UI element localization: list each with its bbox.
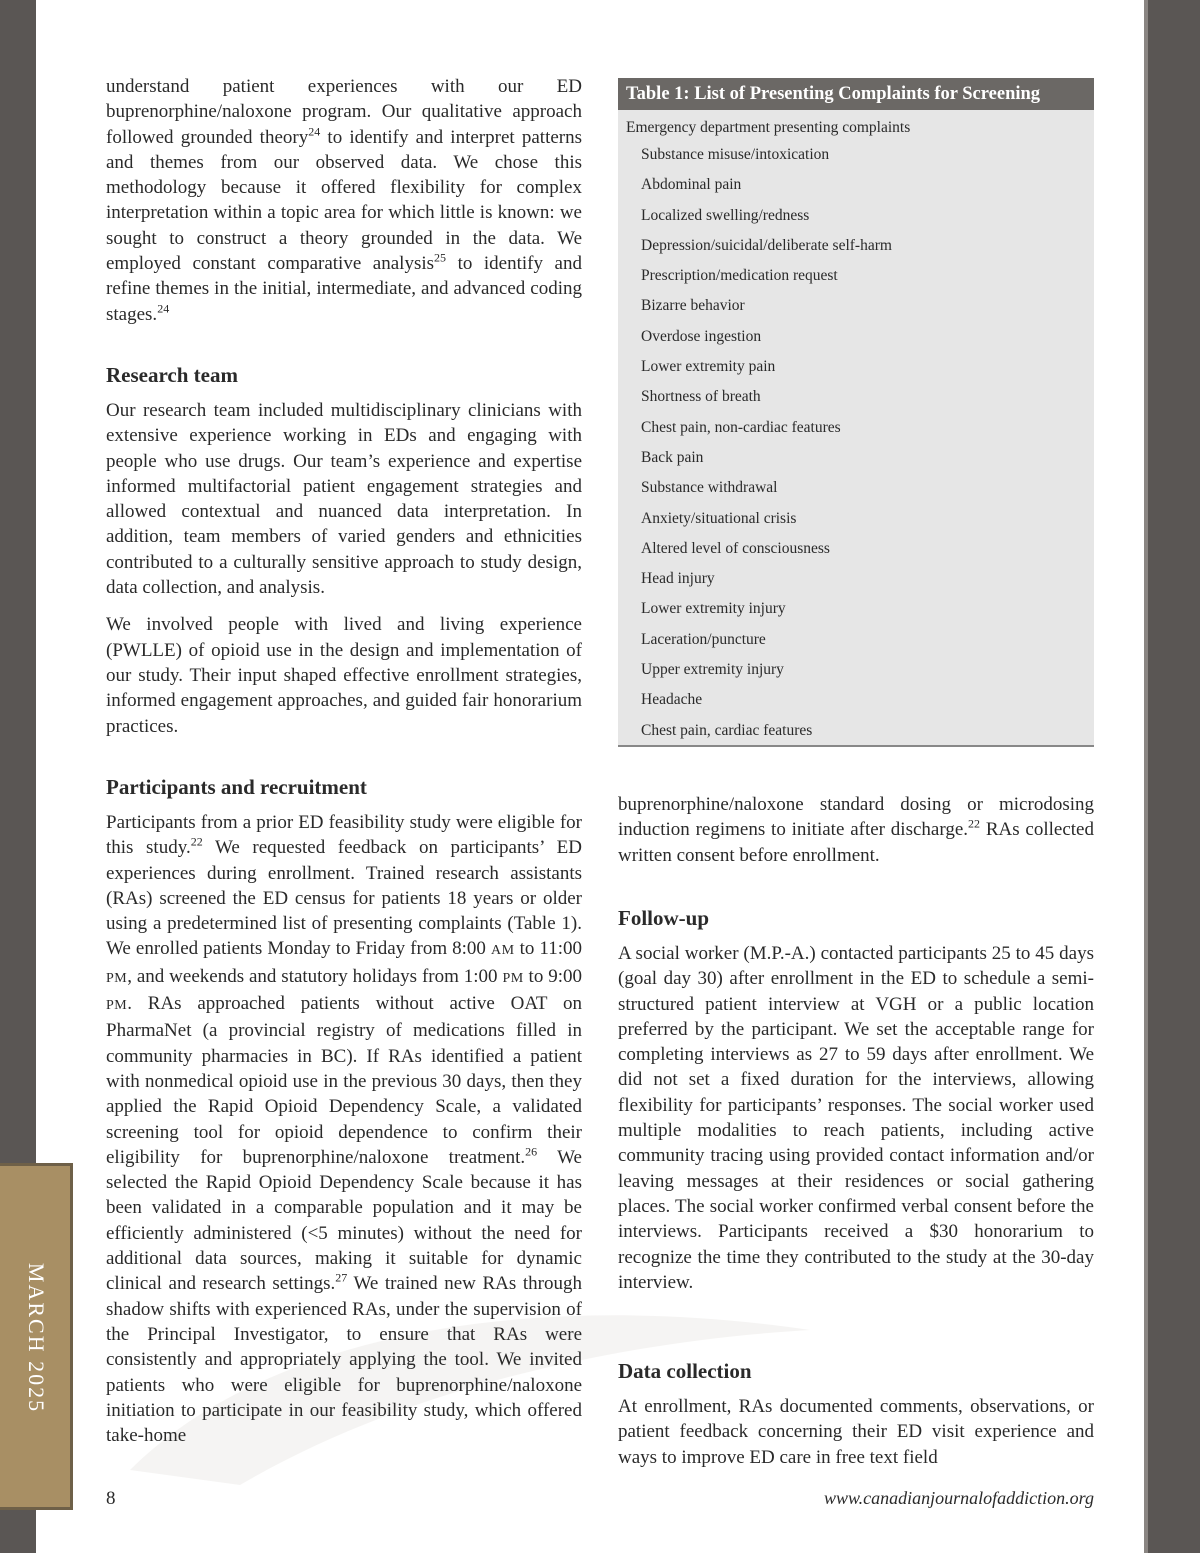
left-column-top bbox=[106, 74, 582, 339]
table-row: Upper extremity injury bbox=[641, 661, 784, 679]
table-row: Chest pain, cardiac features bbox=[641, 721, 813, 739]
table-row: Anxiety/situational crisis bbox=[641, 509, 797, 527]
paragraph-methodology: understand patient experiences with our ED buprenorphine/naloxone program. Our qualitative approach followed grounded theory$^{24}$ to identify and interpret patterns and themes from our observed data. We chose this methodology because it offered flexibility for complex interpretation within a topic area for which little is known: we sought to construct a theory grounded in the data. We employed constant comparative analysis$^{25}$ to identify and refine themes in the initial, intermediate, and advanced coding stages.$^{24}$ bbox=[106, 76, 583, 325]
journal-url[interactable]: www.canadianjournalofaddiction.org bbox=[823, 1488, 1094, 1508]
table-row: Shortness of breath bbox=[641, 388, 761, 406]
page-number: 8 bbox=[106, 1488, 116, 1509]
table-row: Altered level of consciousness bbox=[641, 539, 830, 557]
heading-data-collection: Data collection bbox=[618, 1359, 752, 1383]
table-row: Headache bbox=[641, 691, 703, 709]
table-row: Bizarre behavior bbox=[641, 297, 745, 315]
heading-research-team: Research team bbox=[106, 363, 238, 387]
left-column-research-team bbox=[106, 362, 582, 751]
right-column-data-collection bbox=[618, 1358, 1094, 1482]
table-row: Overdose ingestion bbox=[641, 327, 762, 345]
table-row: Abdominal pain bbox=[641, 176, 742, 194]
table-row: Chest pain, non-cardiac features bbox=[641, 418, 841, 436]
right-margin-stripe bbox=[1144, 0, 1148, 1553]
paragraph-consent: buprenorphine/naloxone standard dosing or microdosing induction regimens to initiate after discharge.$^{22}$ RAs collected written consent before enrollment. bbox=[618, 794, 1094, 866]
table-list bbox=[618, 140, 1094, 746]
table-row: Head injury bbox=[641, 570, 715, 588]
right-column-followup bbox=[618, 905, 1094, 1307]
table-row: Lower extremity pain bbox=[641, 358, 776, 376]
right-margin-bar bbox=[1148, 0, 1200, 1553]
heading-followup: Follow-up bbox=[618, 906, 710, 930]
table-row: Prescription/medication request bbox=[641, 267, 838, 285]
paragraph-research-team: Our research team included multidisciplinary clinicians with extensive experience working in EDs and engaging with people who use drugs. Our team’s experience and expertise informed multifactorial patient engagement strategies and allowed contextual and nuanced data interpretation. In addition, team members of varied genders and ethnicities contributed to a culturally sensitive approach to study design, data collection, and analysis. bbox=[106, 400, 582, 599]
left-column-participants bbox=[106, 774, 582, 1460]
table-row: Substance misuse/intoxication bbox=[641, 146, 830, 163]
table-row: Localized swelling/redness bbox=[641, 206, 810, 224]
paragraph-participants: Participants from a prior ED feasibility study were eligible for this study.$^{22}$ We requested feedback on participants’ ED experiences during enrollment. Trained research assistants (RAs) screened the ED census for patients 18 years or older using a predetermined list of presenting complaints (Table 1). We enrolled patients Monday to Friday from 8:00 AM to 11:00 PM, and weekends and statutory holidays from 1:00 PM to 9:00 PM. RAs approached patients without active OAT on PharmaNet (a provincial registry of medications filled in community pharmacies in BC). If RAs identified a patient with nonmedical opioid use in the previous 30 days, then they applied the Rapid Opioid Dependency Scale, a validated screening tool for opioid dependence to confirm their eligibility for buprenorphine/naloxone treatment.$^{26}$ We selected the Rapid Opioid Dependency Scale because it has been validated in a comparable population and it may be efficiently administered (<5 minutes) without the need for additional data sources, making it suitable for dynamic clinical and research settings.$^{27}$ We trained new RAs through shadow shifts with experienced RAs, under the supervision of the Principal Investigator, to ensure that RAs were consistently and appropriately applying the tool. We invited patients who were eligible for buprenorphine/naloxone initiation to participate in our feasibility study, which offered take-home bbox=[106, 812, 582, 1447]
paragraph-data-collection: At enrollment, RAs documented comments, observations, or patient feedback concerning their ED visit experience and ways to improve ED care in free text field bbox=[618, 1396, 1094, 1468]
table-header: Emergency department presenting complaints bbox=[626, 119, 911, 136]
table-row: Depression/suicidal/deliberate self-harm bbox=[641, 236, 892, 254]
right-column-continued bbox=[618, 792, 1094, 880]
table-row: Substance withdrawal bbox=[641, 479, 778, 497]
heading-participants: Participants and recruitment bbox=[106, 775, 367, 799]
table-title: Table 1: List of Presenting Complaints for Screening bbox=[618, 78, 1094, 110]
table-row: Laceration/puncture bbox=[641, 630, 766, 648]
table-row: Lower extremity injury bbox=[641, 600, 786, 618]
issue-month-label: MARCH 2025 bbox=[24, 1262, 49, 1414]
table-row: Back pain bbox=[641, 448, 704, 466]
paragraph-followup: A social worker (M.P.-A.) contacted participants 25 to 45 days (goal day 30) after enrollment in the ED to schedule a semi-structured patient interview at VGH or a public location preferred by the participant. We set the acceptable range for completing interviews as 27 to 59 days after enrollment. We did not set a fixed duration for the interviews, allowing flexibility for participants’ responses. The social worker used multiple modalities to reach patients, including active community tracing using provided contact information and/or leaving messages at their residences or social gathering places. The social worker confirmed verbal consent before the interviews. Participants received a $30 honorarium to recognize the time they contributed to the study at the 30-day interview. bbox=[618, 943, 1094, 1293]
paragraph-pwlle: We involved people with lived and living experience (PWLLE) of opioid use in the design and implementation of our study. Their input shaped effective enrollment strategies, informed engagement approaches, and guided fair honorarium practices. bbox=[106, 614, 582, 737]
table-presenting-complaints bbox=[618, 78, 1094, 747]
